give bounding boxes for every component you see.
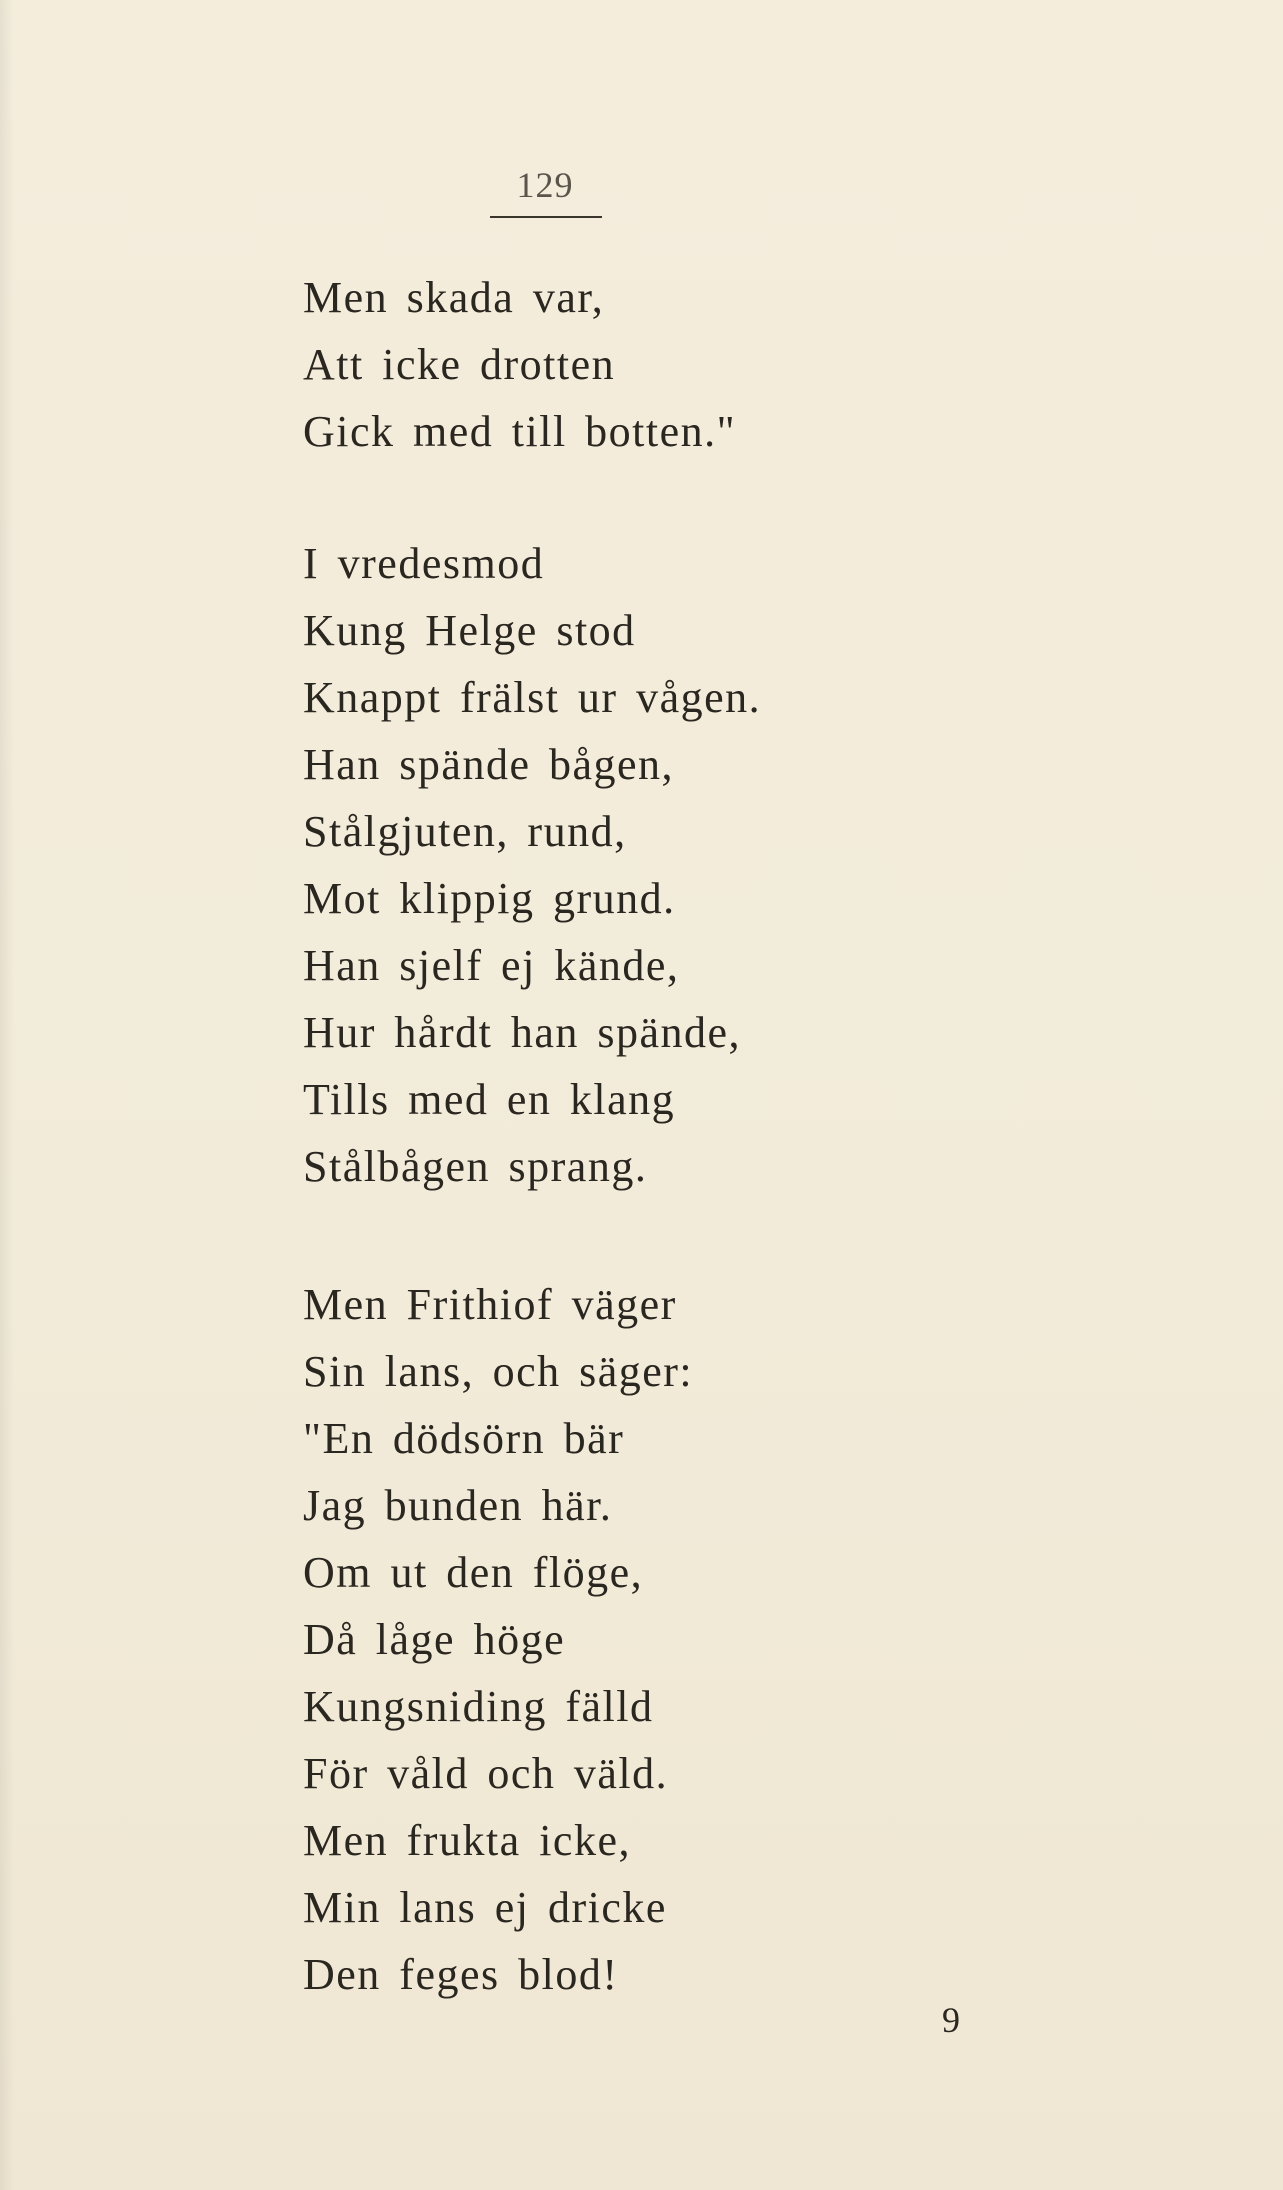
poem-line: Sin lans, och säger:	[303, 1347, 694, 1396]
poem-line: Stålgjuten, rund,	[303, 807, 627, 856]
poem-line: För våld och väld.	[303, 1749, 669, 1798]
poem-line: Att icke drotten	[303, 340, 616, 389]
poem-line: Den feges blod!	[303, 1950, 619, 1999]
poem-line: Han sjelf ej kände,	[303, 941, 680, 990]
poem-line: I vredesmod	[303, 539, 545, 588]
poem-line: Om ut den flöge,	[303, 1548, 644, 1597]
poem-line: Men frukta icke,	[303, 1816, 631, 1865]
poem-line: Jag bunden här.	[303, 1481, 613, 1530]
poem-line: Men skada var,	[303, 273, 605, 322]
poem-line: Han spände bågen,	[303, 740, 675, 789]
poem-line: "En dödsörn bär	[303, 1414, 625, 1463]
poem-line: Knappt frälst ur vågen.	[303, 673, 762, 722]
poem-line: Men Frithiof väger	[303, 1280, 677, 1329]
poem-line: Min lans ej dricke	[303, 1883, 667, 1932]
poem-line: Hur hårdt han spände,	[303, 1008, 742, 1057]
page-number: 129	[516, 165, 574, 205]
poem-line: Tills med en klang	[303, 1075, 676, 1124]
poem-line: Kungsniding fälld	[303, 1682, 654, 1731]
header-rule	[490, 216, 602, 218]
poem-line: Mot klippig grund.	[303, 874, 676, 923]
poem-line: Stålbågen sprang.	[303, 1142, 648, 1191]
poem-line: Gick med till botten."	[303, 407, 737, 456]
signature-mark: 9	[942, 2000, 960, 2040]
poem-line: Kung Helge stod	[303, 606, 636, 655]
poem-line: Då låge höge	[303, 1615, 566, 1664]
